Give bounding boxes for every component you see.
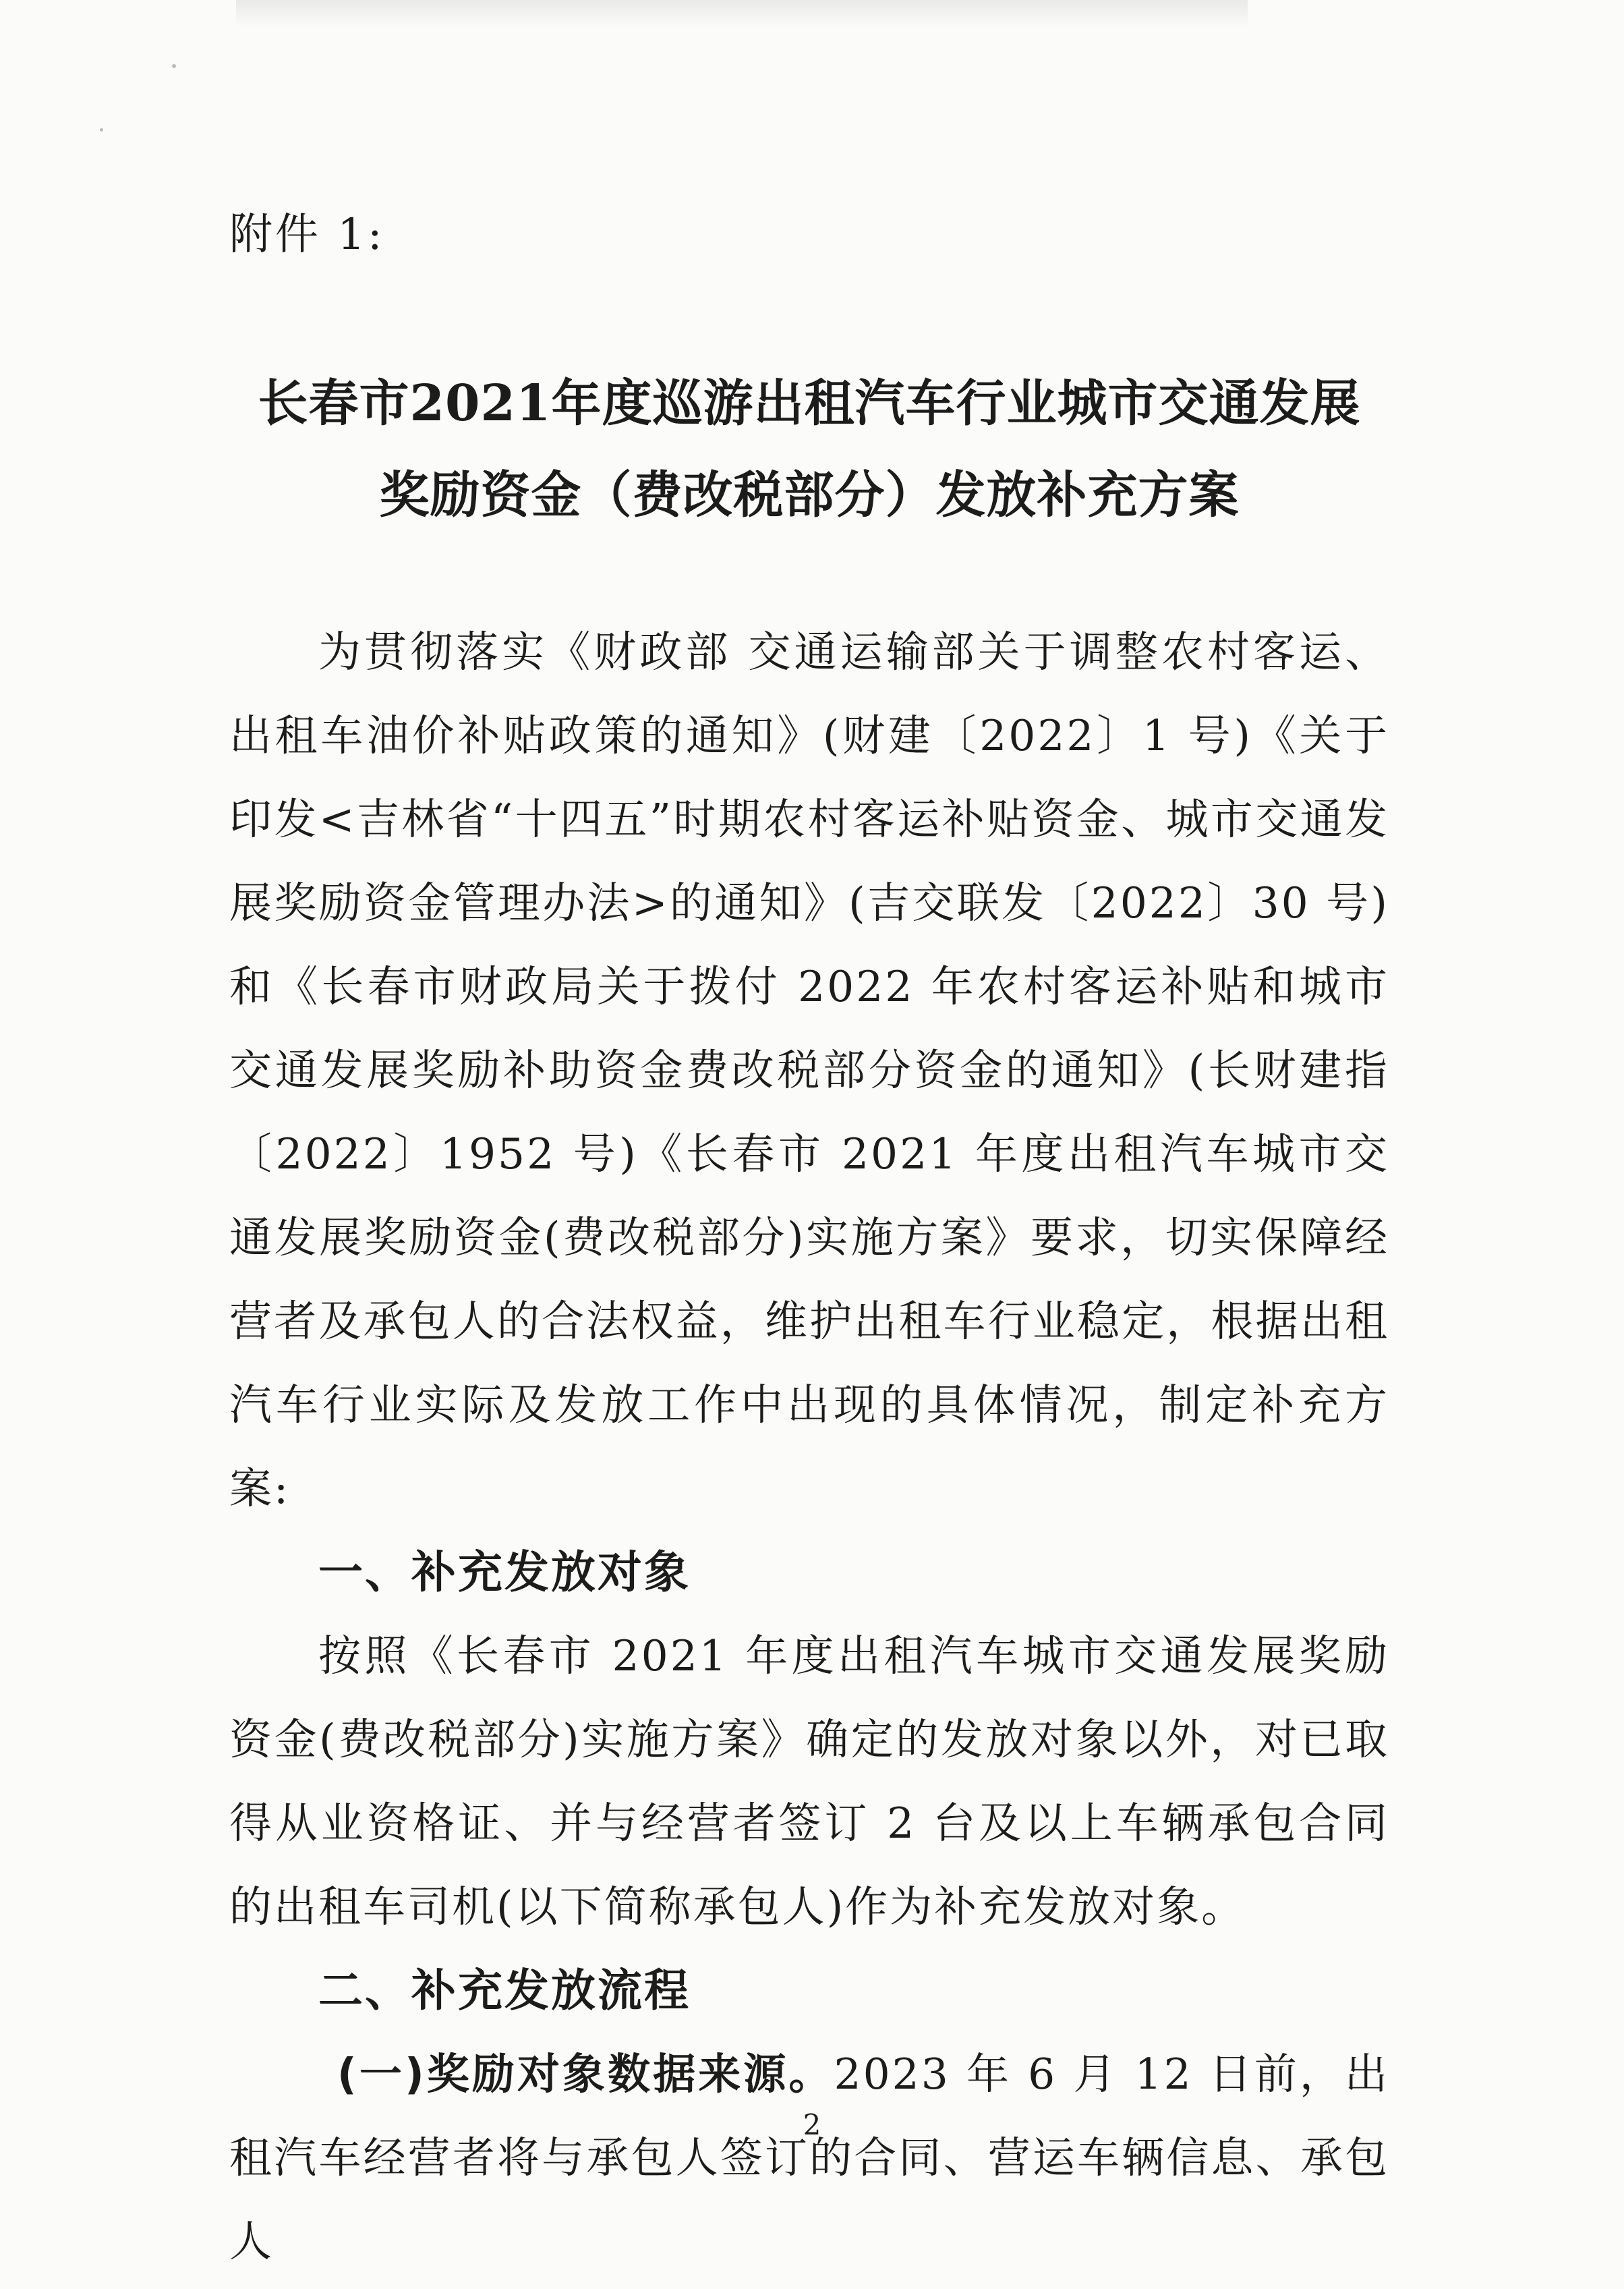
intro-paragraph: 为贯彻落实《财政部 交通运输部关于调整农村客运、出租车油价补贴政策的通知》(财建〔2022〕1 号)《关于印发<吉林省“十四五”时期农村客运补贴资金、城市交通发展奖励资金管理办法>的通知》(吉交联发〔2022〕30 号)和《长春市财政局关于拨付 2022 年农村客运补贴和城市交通发展奖励补助资金费改税部分资金的通知》(长财建指〔2022〕1952 号)《长春市 2021 年度出租汽车城市交通发展奖励资金(费改税部分)实施方案》要求，切实保障经营者及承包人的合法权益，维护出租车行业稳定，根据出租汽车行业实际及发放工作中出现的具体情况，制定补充方案:: [229, 627, 1389, 1513]
scan-top-shadow: [236, 0, 1248, 27]
scan-speck: [100, 128, 103, 132]
scan-speck: [172, 64, 176, 68]
section-2-heading: 二、补充发放流程: [318, 1965, 691, 2016]
section-2-paragraph: [229, 2033, 1389, 2284]
page-number: 2: [803, 2108, 821, 2141]
document-body: [229, 611, 1389, 2284]
section-2-subheading: (一)奖励对象数据来源。: [337, 2050, 834, 2099]
title-line-2: 奖励资金（费改税部分）发放补充方案: [379, 466, 1240, 524]
title-line-1: 长春市2021年度巡游出租汽车行业城市交通发展: [258, 374, 1361, 432]
attachment-label: 附件 1:: [229, 210, 385, 260]
section-2-text: 2023 年 6 月 12 日前，出租汽车经营者将与承包人签订的合同、营运车辆信息、承包人: [229, 2050, 1389, 2266]
document-title: [202, 358, 1416, 541]
section-1-paragraph: 按照《长春市 2021 年度出租汽车城市交通发展奖励资金(费改税部分)实施方案》确定的发放对象以外，对已取得从业资格证、并与经营者签订 2 台及以上车辆承包合同的出租车司机(以下简称承包人)作为补充发放对象。: [229, 1631, 1389, 1931]
section-1-heading: 一、补充发放对象: [318, 1546, 691, 1598]
